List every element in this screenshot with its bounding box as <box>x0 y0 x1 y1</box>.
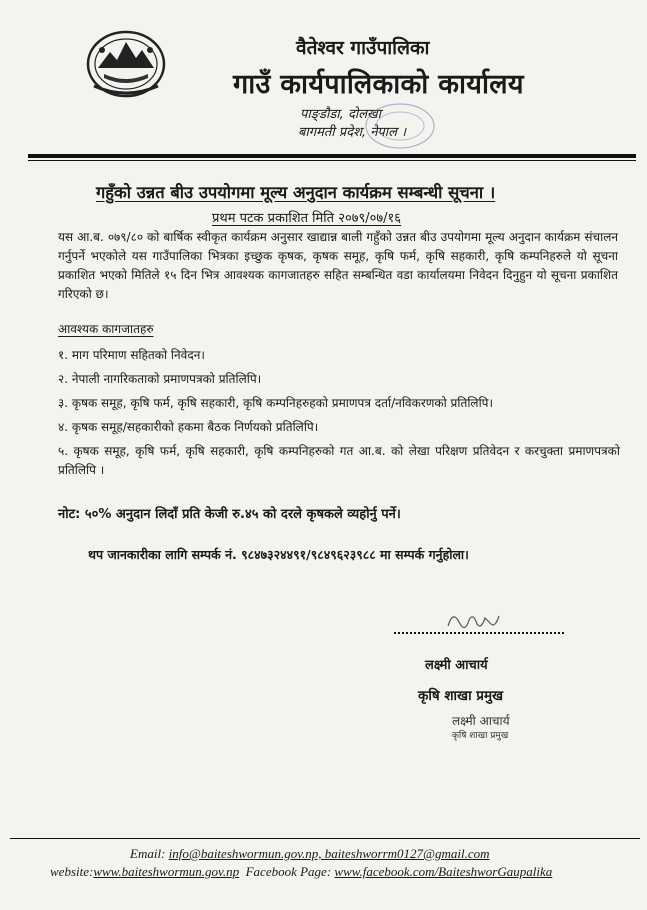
office-stamp-icon <box>360 96 440 156</box>
signer-title: कृषि शाखा प्रमुख <box>418 688 504 704</box>
notice-body: यस आ.ब. ०७९/८० को बार्षिक स्वीकृत कार्यक्रम अनुसार खाद्यान्न बाली गहुँको उन्नत बीउ उपयोगमा मूल्य अनुदान कार्यक्रम संचालन गर्नुपर्ने भएकोले यस गाउँपालिका भित्रका इच्छुक कृषक, कृषक समूह, कृषि फर्म, कृषि सहकारी, कृषि कम्पनिहरुले यो सूचना प्रकाशित भएको मितिले १५ दिन भित्र आवश्यक कागजातहरु सहित सम्बन्धित वडा कार्यालयमा निवेदन दिनुहुन यो सूचना प्रकाशित गरिएको छ। <box>58 230 618 301</box>
footer-web <box>50 864 552 880</box>
address-line-2: बागमती प्रदेश, नेपाल । <box>298 125 407 140</box>
email-label: Email: <box>130 846 166 861</box>
office-name: वैतेश्वर गाउँपालिका <box>296 37 430 59</box>
notice-title: गहुँको उन्नत बीउ उपयोगमा मूल्य अनुदान कार्यक्रम सम्बन्धी सूचना । <box>96 183 496 202</box>
note: नोट: ५०% अनुदान लिदाँ प्रति केजी रु.४५ को दरले कृषकले व्यहोर्नु पर्ने। <box>58 507 401 522</box>
website-label: website: <box>50 864 94 879</box>
nepal-emblem-icon <box>84 28 168 102</box>
header-rule <box>28 154 636 158</box>
facebook-label: Facebook Page: <box>245 864 332 879</box>
published-date: प्रथम पटक प्रकाशित मिति २०७९/०७/१६ <box>212 211 402 226</box>
email-link[interactable]: info@baiteshwormun.gov.np, baiteshworrm0127@gmail.com <box>168 846 490 861</box>
documents-list <box>58 346 620 485</box>
footer-email <box>130 846 490 862</box>
seal-title: कृषि शाखा प्रमुख <box>452 731 509 741</box>
website-link[interactable]: www.baiteshwormun.gov.np <box>93 864 240 879</box>
documents-heading: आवश्यक कागजातहरु <box>58 322 154 336</box>
office-title: गाउँ कार्यपालिकाको कार्यालय <box>233 69 524 100</box>
header-rule-thin <box>28 160 636 161</box>
signer-name: लक्ष्मी आचार्य <box>425 658 488 673</box>
contact-info: थप जानकारीका लागि सम्पर्क नं. ९८४७३२४४९१/९८४९६२३९८८ मा सम्पर्क गर्नुहोला। <box>88 547 469 562</box>
seal-name: लक्ष्मी आचार्य <box>452 714 510 728</box>
list-item: ३. कृषक समूह, कृषि फर्म, कृषि सहकारी, कृषि कम्पनिहरुहको प्रमाणपत्र दर्ता/नविकरणको प्रतिलिपि। <box>58 396 494 410</box>
list-item: २. नेपाली नागरिकताको प्रमाणपत्रको प्रतिलिपि। <box>58 372 262 386</box>
signature-line <box>394 628 564 634</box>
list-item: ४. कृषक समूह/सहकारीको हकमा बैठक निर्णयको प्रतिलिपि। <box>58 420 319 434</box>
address-line-1: पाङ्डौडा, दोलखा <box>300 107 382 122</box>
facebook-link[interactable]: www.facebook.com/BaiteshworGaupalika <box>334 864 553 879</box>
list-item: ५. कृषक समूह, कृषि फर्म, कृषि सहकारी, कृषि कम्पनिहरुको गत आ.ब. को लेखा परिक्षण प्रतिवेदन र करचुक्ता प्रमाणपत्रको प्रतिलिपि । <box>58 444 620 477</box>
list-item: १. माग परिमाण सहितको निवेदन। <box>58 348 205 362</box>
footer-rule <box>10 838 640 839</box>
